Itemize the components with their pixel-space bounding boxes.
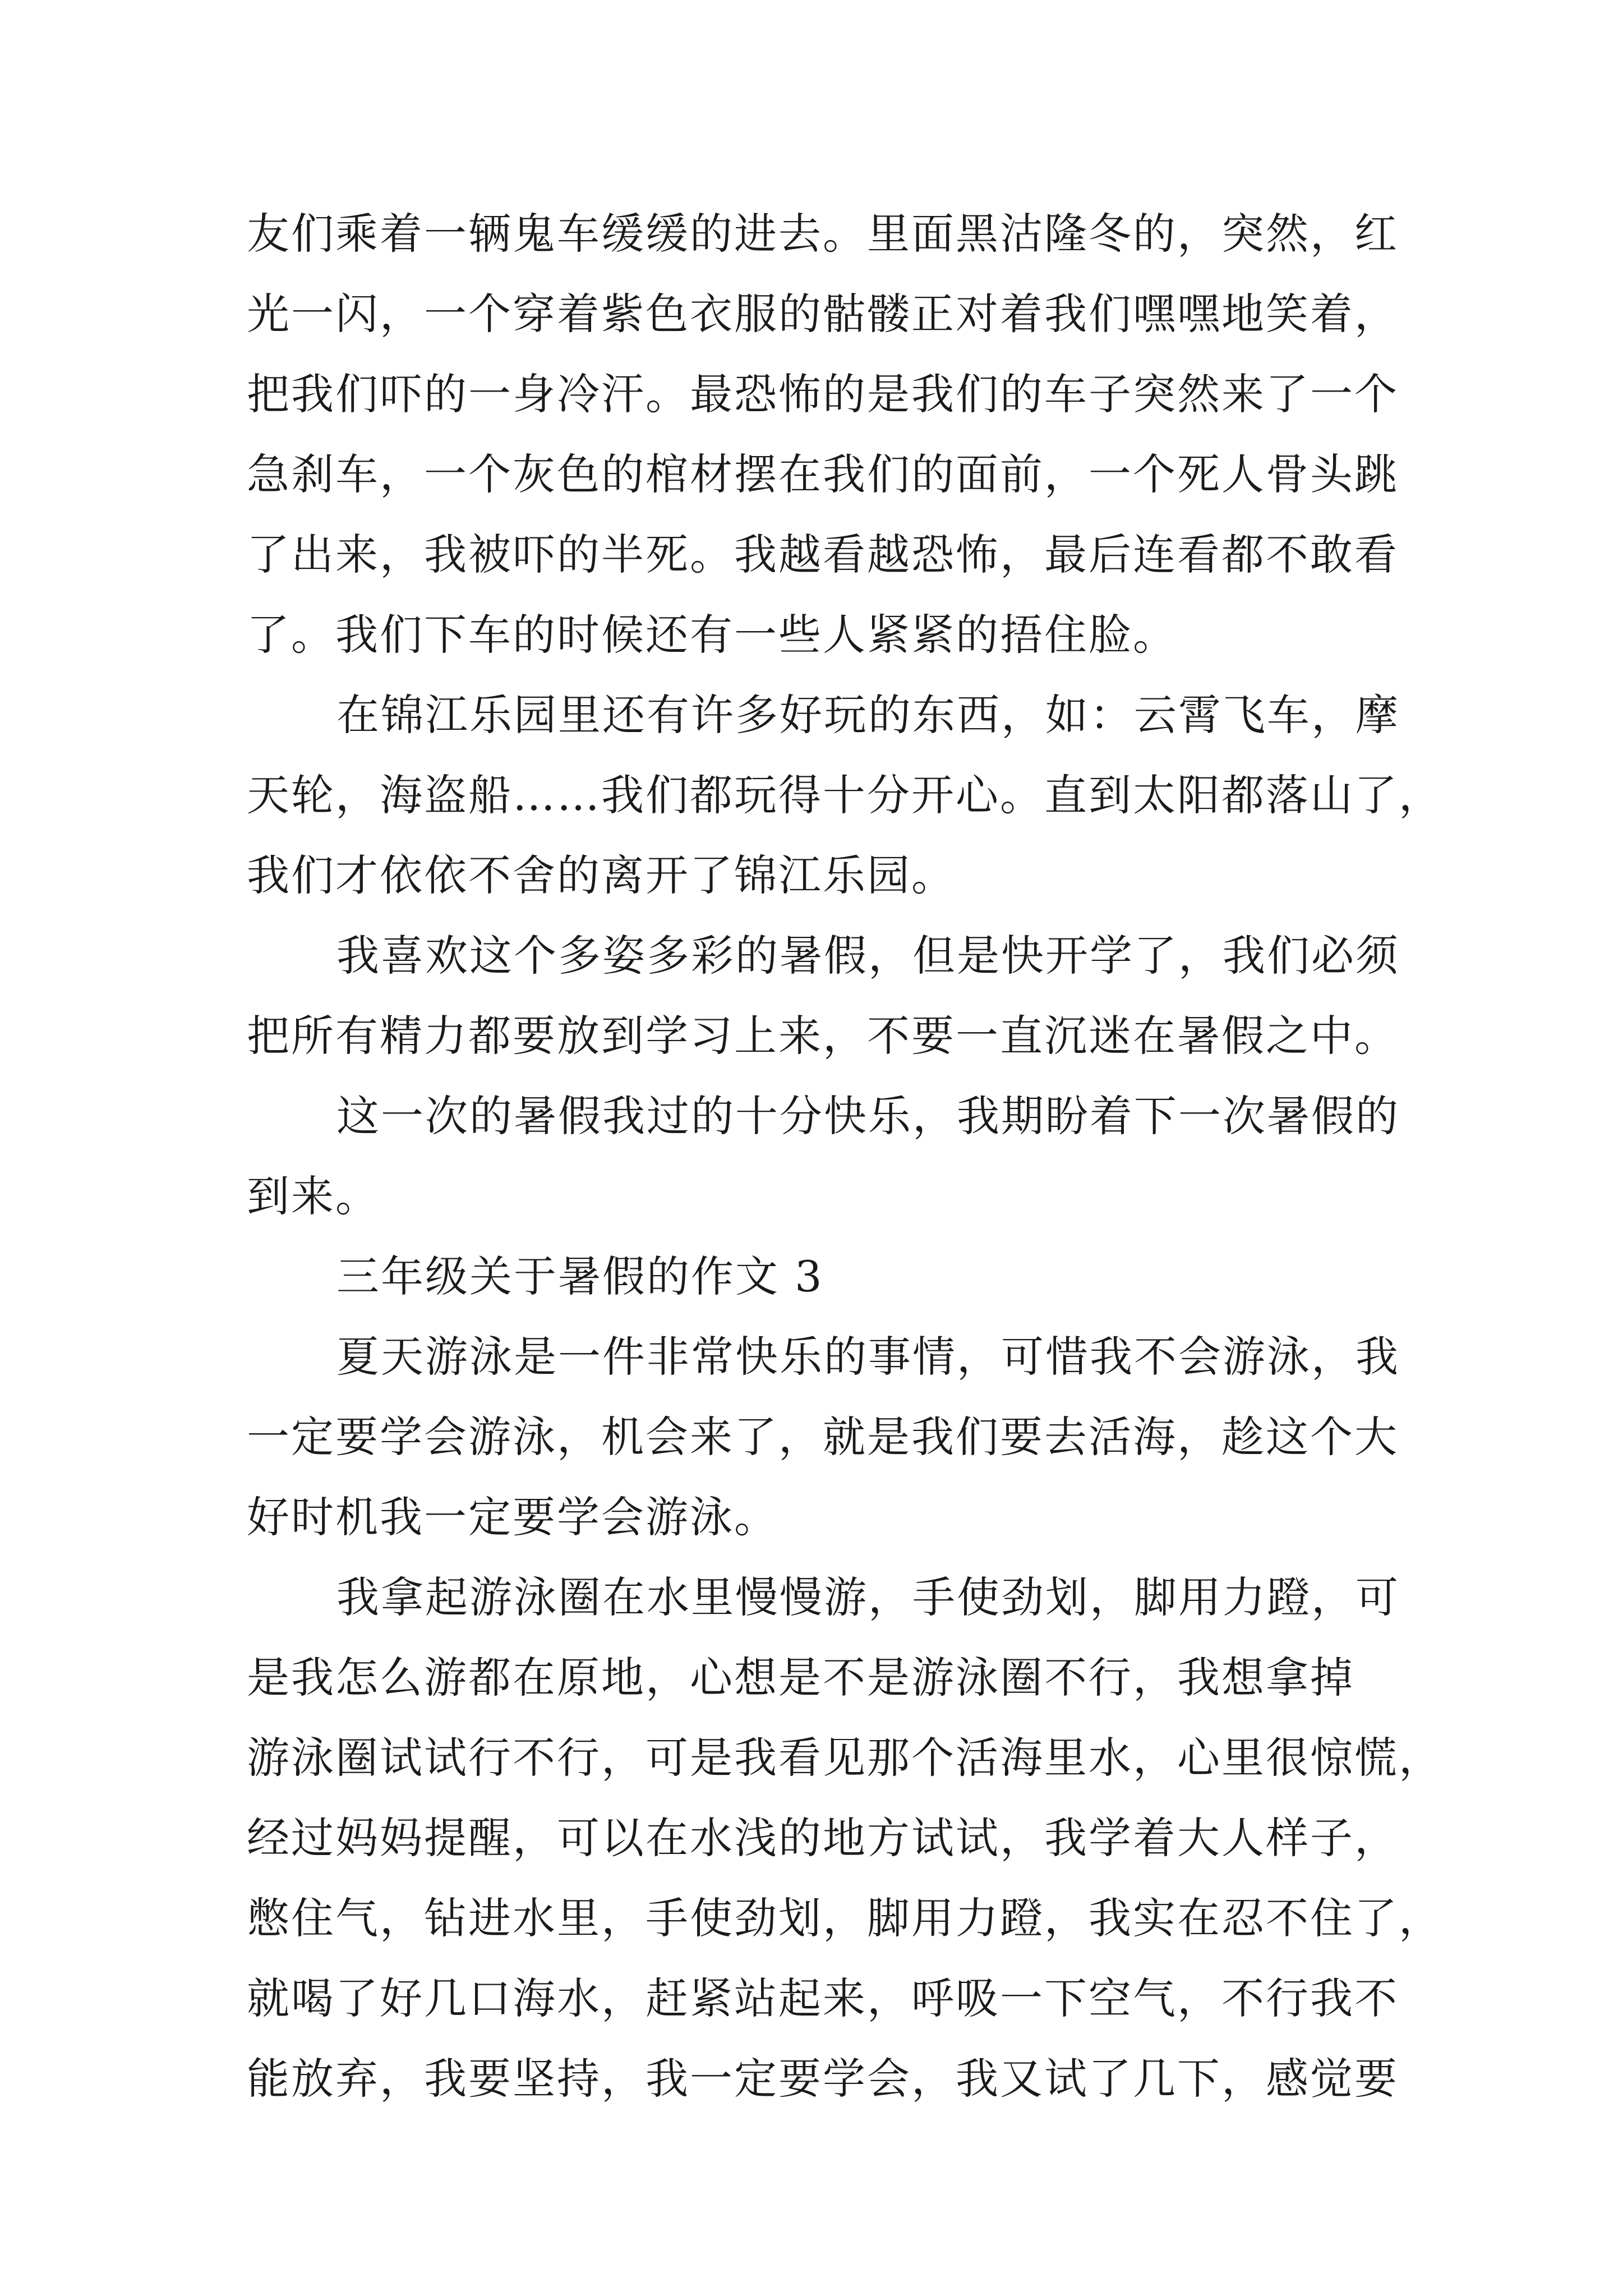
paragraph-start-line: 我拿起游泳圈在水里慢慢游，手使劲划，脚用力蹬，可 (336, 1572, 1400, 1622)
text-line: 天轮，海盗船……我们都玩得十分开心。直到太阳都落山了， (247, 770, 1443, 820)
text-line: 把所有精力都要放到学习上来，不要一直沉迷在暑假之中。 (247, 1011, 1399, 1061)
text-line: 游泳圈试试行不行，可是我看见那个活海里水，心里很惊慌， (247, 1733, 1443, 1783)
text-line: 是我怎么游都在原地，心想是不是游泳圈不行，我想拿掉 (247, 1653, 1354, 1703)
text-line: 就喝了好几口海水，赶紧站起来，呼吸一下空气，不行我不 (247, 1973, 1399, 2023)
text-line: 到来。 (247, 1171, 380, 1221)
text-line: 了出来，我被吓的半死。我越看越恐怖，最后连看都不敢看 (247, 530, 1399, 579)
text-line: 憋住气，钻进水里，手使劲划，脚用力蹬，我实在忍不住了， (247, 1893, 1443, 1943)
text-line: 我们才依依不舍的离开了锦江乐园。 (247, 850, 956, 900)
text-line: 好时机我一定要学会游泳。 (247, 1492, 778, 1542)
paragraph-start-line: 我喜欢这个多姿多彩的暑假，但是快开学了，我们必须 (336, 931, 1400, 981)
paragraph-start-line: 在锦江乐园里还有许多好玩的东西，如：云霄飞车，摩 (336, 690, 1400, 740)
text-line: 了。我们下车的时候还有一些人紧紧的捂住脸。 (247, 610, 1177, 660)
paragraph-start-line: 这一次的暑假我过的十分快乐，我期盼着下一次暑假的 (336, 1091, 1400, 1141)
text-line: 光一闪，一个穿着紫色衣服的骷髅正对着我们嘿嘿地笑着， (247, 289, 1399, 339)
text-line: 友们乘着一辆鬼车缓缓的进去。里面黑沽隆冬的，突然，红 (247, 209, 1399, 259)
text-line: 能放弃，我要坚持，我一定要学会，我又试了几下，感觉要 (247, 2054, 1399, 2104)
text-line: 经过妈妈提醒，可以在水浅的地方试试，我学着大人样子， (247, 1813, 1399, 1863)
text-line: 一定要学会游泳，机会来了，就是我们要去活海，趁这个大 (247, 1412, 1399, 1462)
section-heading: 三年级关于暑假的作文 3 (336, 1251, 824, 1301)
text-line: 急刹车，一个灰色的棺材摆在我们的面前，一个死人骨头跳 (247, 449, 1399, 499)
text-line: 把我们吓的一身冷汗。最恐怖的是我们的车子突然来了一个 (247, 369, 1399, 419)
paragraph-start-line: 夏天游泳是一件非常快乐的事情，可惜我不会游泳，我 (336, 1332, 1400, 1382)
